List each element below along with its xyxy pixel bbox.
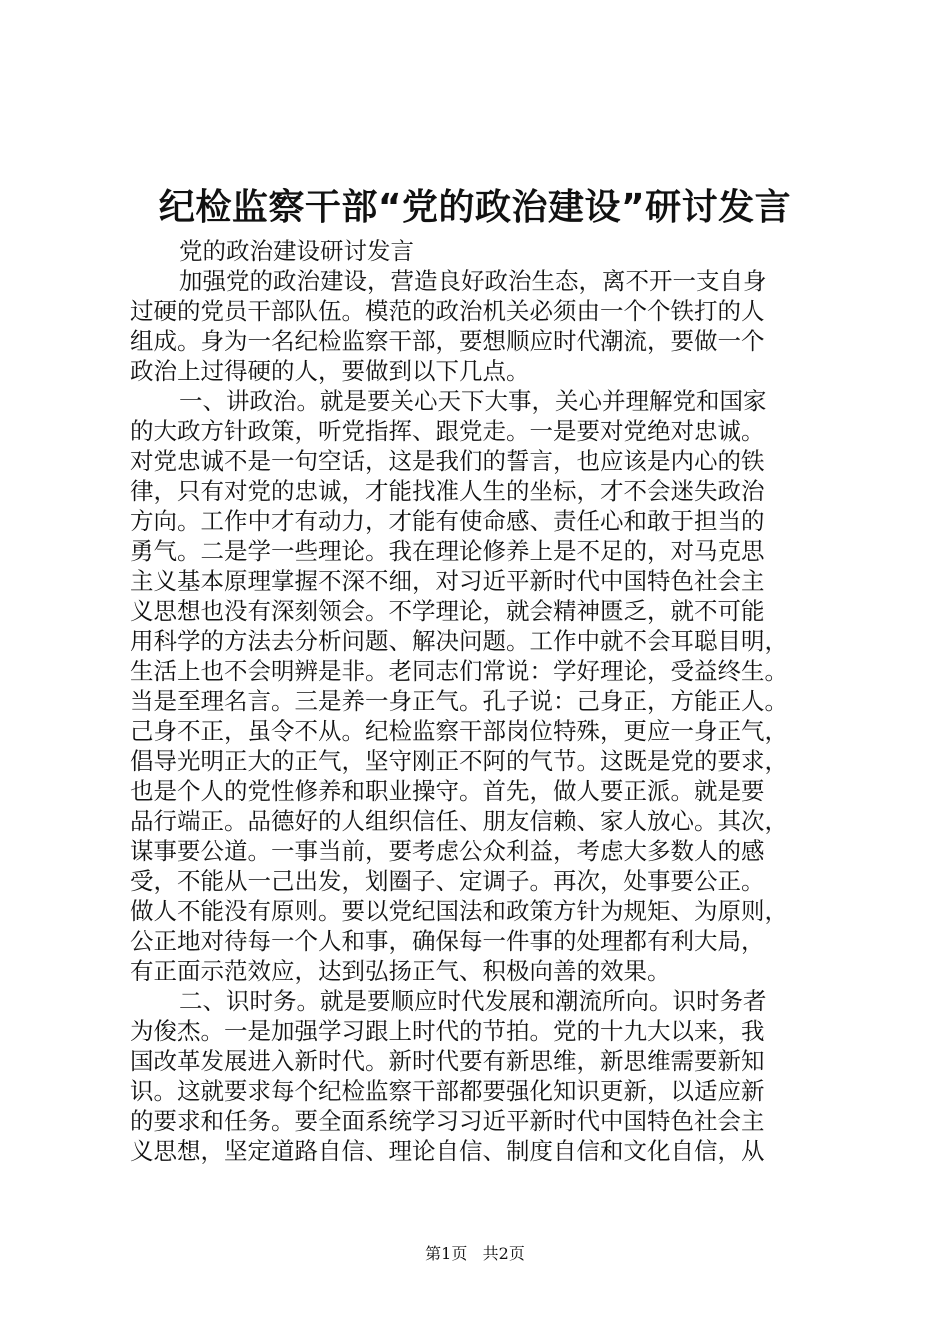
paragraph-line: 倡导光明正大的正气，坚守刚正不阿的气节。这既是党的要求， xyxy=(130,747,788,775)
paragraph-line: 对党忠诚不是一句空话，这是我们的誓言，也应该是内心的铁 xyxy=(130,447,765,475)
paragraph-line: 识。这就要求每个纪检监察干部都要强化知识更新，以适应新 xyxy=(130,1077,765,1105)
paragraph-line: 的大政方针政策，听党指挥、跟党走。一是要对党绝对忠诚。 xyxy=(130,417,765,445)
paragraph-line: 主义基本原理掌握不深不细，对习近平新时代中国特色社会主 xyxy=(130,567,765,595)
paragraph-line: 谋事要公道。一事当前，要考虑公众利益，考虑大多数人的感 xyxy=(130,837,765,865)
paragraph-line: 国改革发展进入新时代。新时代要有新思维，新思维需要新知 xyxy=(130,1047,765,1075)
paragraph-line: 受，不能从一己出发，划圈子、定调子。再次，处事要公正。 xyxy=(130,867,765,895)
paragraph-line: 己身不正，虽令不从。纪检监察干部岗位特殊，更应一身正气， xyxy=(130,717,788,745)
paragraph-line: 的要求和任务。要全面系统学习习近平新时代中国特色社会主 xyxy=(130,1107,765,1135)
paragraph-line: 组成。身为一名纪检监察干部，要想顺应时代潮流，要做一个 xyxy=(130,327,765,355)
paragraph-line: 做人不能没有原则。要以党纪国法和政策方针为规矩、为原则， xyxy=(130,897,788,925)
document-body xyxy=(130,236,830,1166)
page-title: 纪检监察干部“党的政治建设”研讨发言 xyxy=(158,187,792,228)
paragraph-line: 律，只有对党的忠诚，才能找准人生的坐标，才不会迷失政治 xyxy=(130,477,765,505)
paragraph-line: 勇气。二是学一些理论。我在理论修养上是不足的，对马克思 xyxy=(130,537,765,565)
paragraph-line: 生活上也不会明辨是非。老同志们常说：学好理论，受益终生。 xyxy=(130,657,788,685)
paragraph-line: 为俊杰。一是加强学习跟上时代的节拍。党的十九大以来，我 xyxy=(130,1017,765,1045)
paragraph-line: 用科学的方法去分析问题、解决问题。工作中就不会耳聪目明， xyxy=(130,627,788,655)
document-subtitle: 党的政治建设研讨发言 xyxy=(179,237,414,265)
page-total: 共2页 xyxy=(482,1244,525,1263)
paragraph-line: 二、识时务。就是要顺应时代发展和潮流所向。识时务者 xyxy=(179,987,767,1015)
page-footer xyxy=(0,1244,950,1264)
paragraph-line: 当是至理名言。三是养一身正气。孔子说：己身正，方能正人。 xyxy=(130,687,788,715)
paragraph-line: 有正面示范效应，达到弘扬正气、积极向善的效果。 xyxy=(130,957,671,985)
paragraph-line: 公正地对待每一个人和事，确保每一件事的处理都有利大局， xyxy=(130,927,765,955)
page-separator xyxy=(472,1244,477,1263)
paragraph-line: 加强党的政治建设，营造良好政治生态，离不开一支自身 xyxy=(179,267,767,295)
page-number: 第1页 xyxy=(425,1244,468,1263)
paragraph-line: 义思想，坚定道路自信、理论自信、制度自信和文化自信，从 xyxy=(130,1137,765,1165)
paragraph-line: 义思想也没有深刻领会。不学理论，就会精神匮乏，就不可能 xyxy=(130,597,765,625)
paragraph-line: 也是个人的党性修养和职业操守。首先，做人要正派。就是要 xyxy=(130,777,765,805)
paragraph-line: 方向。工作中才有动力，才能有使命感、责任心和敢于担当的 xyxy=(130,507,765,535)
paragraph-line: 政治上过得硬的人，要做到以下几点。 xyxy=(130,357,530,385)
paragraph-line: 一、讲政治。就是要关心天下大事，关心并理解党和国家 xyxy=(179,387,767,415)
paragraph-line: 品行端正。品德好的人组织信任、朋友信赖、家人放心。其次， xyxy=(130,807,788,835)
paragraph-line: 过硬的党员干部队伍。模范的政治机关必须由一个个铁打的人 xyxy=(130,297,765,325)
